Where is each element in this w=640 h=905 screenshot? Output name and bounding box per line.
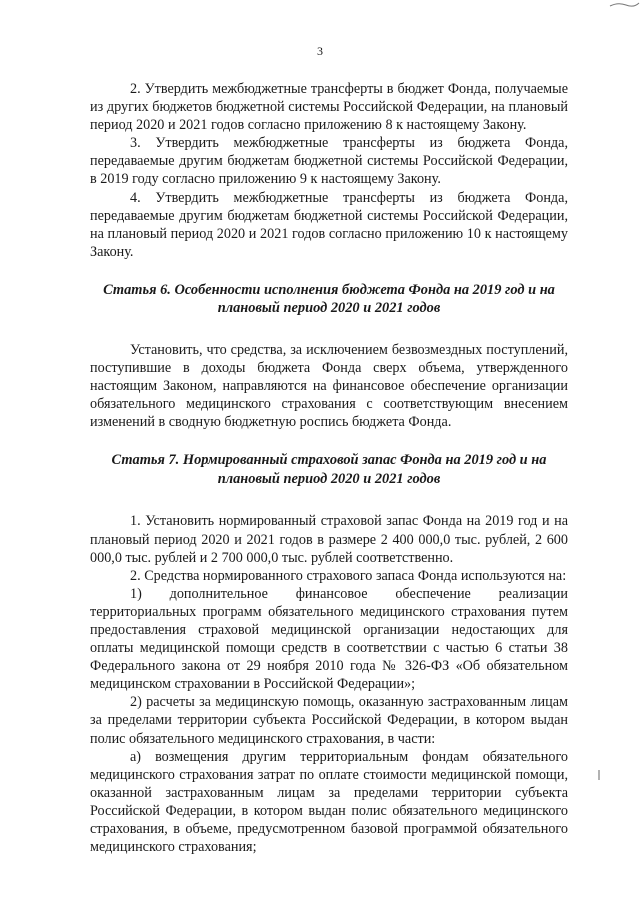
paragraph-2: 2. Утвердить межбюджетные трансферты в бюджет Фонда, получаемые из других бюджетов бюджетной системы Российской Федерации, на плановый период 2020 и 2021 годов согласно приложению 8 к настоящему Закону. (90, 81, 568, 134)
scan-edge-mark (606, 0, 640, 12)
article-7-paragraph-2: 2. Средства нормированного страхового запаса Фонда используются на: (130, 567, 567, 584)
article-7-subitem-a: а) возмещения другим территориальным фондам обязательного медицинского страхования затрат по оплате стоимости медицинской помощи, оказанной застрахованным лицам за пределами территории субъекта Российской Федерации, в котором выдан полис обязательного медицинского страхования, в объеме, предусмотренном базовой программой обязательного медицинского страхования; (90, 748, 568, 856)
article-6-paragraph: Установить, что средства, за исключением безвозмездных поступлений, поступившие в доходы бюджета Фонда сверх объема, утвержденного настоящим Законом, направляются на финансовое обеспечение организации обязательного медицинского страхования с соответствующим внесением изменений в сводную бюджетную роспись бюджета Фонда. (90, 341, 568, 431)
article-7-item-2: 2) расчеты за медицинскую помощь, оказанную застрахованным лицам за пределами территории субъекта Российской Федерации, в котором выдан полис обязательного медицинского страхования, в части: (90, 694, 568, 747)
article-7-item-1: 1) дополнительное финансовое обеспечение реализации территориальных программ обязательного медицинского страхования путем предоставления страховой медицинской организации недостающих для оплаты медицинской помощи средств в соответствии с частью 6 статьи 38 Федерального закона от 29 ноября 2010 года № 326-ФЗ «Об обязательном медицинском страховании в Российской Федерации»; (90, 585, 568, 693)
article-7-paragraph-1: 1. Установить нормированный страховой запас Фонда на 2019 год и на плановый период 2020 и 2021 годов в размере 2 400 000,0 тыс. рублей, 2 600 000,0 тыс. рублей и 2 700 000,0 тыс. рублей соответственно. (90, 513, 568, 566)
document-body (90, 80, 568, 856)
intro-block (90, 80, 568, 261)
article-6-heading: Статья 6. Особенности исполнения бюджета Фонда на 2019 год и на плановый период 2020 и 2021 годов (103, 281, 555, 317)
paragraph-3: 3. Утвердить межбюджетные трансферты из бюджета Фонда, передаваемые другим бюджетам бюджетной системы Российской Федерации, в 2019 году согласно приложению 9 к настоящему Закону. (90, 135, 568, 188)
page-number: 3 (317, 44, 323, 58)
scan-speck-mark (597, 770, 601, 780)
paragraph-4: 4. Утвердить межбюджетные трансферты из бюджета Фонда, передаваемые другим бюджетам бюджетной системы Российской Федерации, на плановый период 2020 и 2021 годов согласно приложению 10 к настоящему Закону. (90, 189, 568, 260)
article-7-heading: Статья 7. Нормированный страховой запас Фонда на 2019 год и на плановый период 2020 и 2021 годов (111, 452, 547, 487)
article-7-body (90, 512, 568, 856)
